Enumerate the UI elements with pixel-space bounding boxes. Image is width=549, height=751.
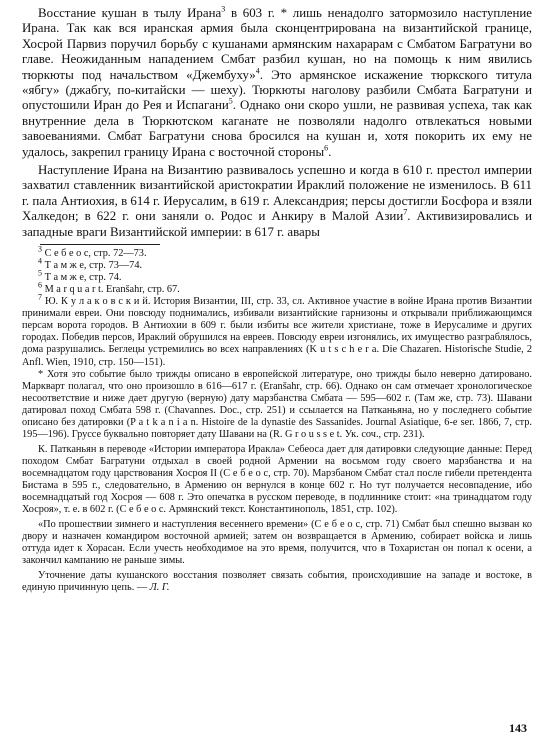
footnote-3: [22, 244, 532, 260]
footnote-marker: 3: [38, 244, 42, 254]
footnote-ref: 6: [324, 143, 329, 153]
text: стр. 70). Марзбаном Смбат стал после гибели претендента Бистама в 595 г., следовательно, в Армению он вернулся в конце 602 г. Но тут получается несовпадение, ибо восемнадцатый год Хосроя — 608 г. Это опечатка в русском переводе, в подлиннике стоит: «на тринадцатом году Хосроя», т. е. в 602 г. (: [22, 467, 532, 516]
footnote-4: [22, 256, 532, 272]
main-text: [22, 6, 532, 240]
text: стр. 73—74.: [86, 260, 143, 272]
footnote-patkanian: [22, 444, 532, 516]
text: Die Chazaren. Historische Studie, 2 Anfl. Wien, 1910, стр. 150—151).: [22, 344, 533, 368]
text: Уточнение даты кушанского восстания позволяет связать события, происходившие на западе и востоке, в единую причинную цепь. —: [22, 570, 532, 594]
signature: Л. Г.: [147, 582, 170, 594]
text: К. Патканьян в переводе «Истории императора Ираклa» Себеоса дает для датировки следующие данные: Перед походом Смбат Багратуни отдыхал в своей родной Армении на восьмом году своего марзбанства и на восемнадцатом году царствования Хосроя II (: [22, 443, 532, 479]
footnote-ref: 4: [255, 66, 260, 76]
author: С е б е о с,: [223, 467, 271, 479]
footnote-7: [22, 292, 533, 368]
author: P a t k a n i a n.: [130, 416, 199, 428]
text: История Византии, III, стр. 33, сл. Активное участие в войне Ирана против Византии принимали евреи. Они повсюду поднимались, избивали византийские гарнизоны и открывали приближающимся персам ворота городов. В Антиохии в 609 г. были избиты все жители христиане, тоже в Иерусалиме и других городах. Победив персов, Ираклий обрушился на евреев. Повсюду евреи изгонялись, их имущество разграблялось, дома разрушались. Беглецы устремились во всех направлениях (: [22, 296, 532, 356]
text: в 603 г. * лишь ненадолго затормозило наступление Ирана. Так как вся иранская армия была сконцентрирована на византийской границе, Хосрой Парвиз поручил борьбу с кушанами армянским нахарарам с Смбатом Багратуни во главе. Неожиданным нападением Смбат разбил кушан, но на помощь к ним явились тюркюты под начальством «Джембуху»: [22, 6, 532, 82]
author: С е б е о с,: [42, 248, 91, 260]
text: стр. 72—73.: [91, 248, 147, 260]
text: . Активизировались и западные враги Византийской империи: в 617 г. авары: [22, 209, 532, 239]
footnote-marker: 6: [38, 280, 42, 290]
text: Восстание кушан в тылу Ирана: [38, 6, 222, 20]
text: Eranšahr, стр. 67.: [103, 284, 180, 296]
text: стр. 74.: [86, 272, 122, 284]
footnote-marker: 5: [38, 268, 42, 278]
footnote-quote: [22, 519, 532, 567]
text: Армянский текст. Константинополь, 1851, стр. 102).: [166, 504, 398, 516]
author: K u t s c h e r a.: [309, 344, 380, 356]
paragraph-byzantium-offensive: [22, 163, 532, 240]
footnotes: [22, 244, 533, 594]
footnote-separator: [40, 244, 160, 245]
text: Histoire de la dynastie des Sassanides. Journal Asiatique, 6-e ser. 1866, 7, стр. 195—196). Груссе буквально повторяет дату Шавани: [22, 416, 532, 440]
footnote-clarification: [22, 570, 532, 594]
author: Т а м ж е,: [42, 272, 87, 284]
author: Ю. К у л а к о в с к и й.: [42, 296, 151, 308]
text: «По прошествии зимнего и наступления весеннего времени» (: [38, 519, 315, 531]
footnote-ref: 7: [403, 207, 408, 217]
text: * Хотя это событие было трижды описано в европейской литературе, оно трижды было неверно датировано. Маркварт полагал, что оно произошло в 616—617 г. (Eranšahr, стр. 66). Однако он сам отмечает хронологическое несоответствие и ниже дает другую (верную) дату марзбанства Смбата — 595—602 г. (Там же, стр. 73). Шавани датировал поход Смбата 598 г. (Chavannes. Doc., стр. 251) и ссылается на Патканьяна, но у последнего событие описано без датировки (: [22, 368, 532, 428]
author: M a r q u a r t.: [42, 284, 104, 296]
footnote-ref: 3: [221, 4, 226, 14]
author: С е б е о с,: [314, 519, 363, 531]
text: стр. 71) Смбат был спешно вызван ко двору и назначен командиром восточной армией; затем он возвращается в Армению, собирает войска и лишь оттуда идет к Хорасан. Если учесть необходимое на это время, получится, что в Тохаристан он попал к осени, а закончил кампанию не раньше зимы.: [22, 519, 532, 567]
paragraph-kushan-uprising: [22, 6, 532, 160]
page: [22, 6, 532, 594]
text: Наступление Ирана на Византию развивалось успешно и когда в 610 г. престол империи захватил ставленник византийской аристократии Ираклий положение не изменилось. В 611 г. пала Антиохия, в 614 г. Иерусалим, в 619 г. Александрия; персы достигли Босфора и взяли Халкедон; в 622 г. они заняли о. Родос и Анкиру в Малой Азии: [22, 163, 532, 224]
footnote-5: [22, 268, 532, 284]
author: Т а м ж е,: [42, 260, 87, 272]
author: С е б е о с.: [119, 504, 167, 516]
text: .: [328, 144, 332, 159]
footnote-marker: 4: [38, 256, 42, 266]
text: . Это армянское искажение тюркского титула «ябгу» (джабгу, по-китайски — шеху). Тюркюты наголову разбили Смбата Багратуни и опустошили Иран до Рея и Испагани: [22, 67, 532, 113]
text: на (: [256, 428, 273, 440]
text: Ук. соч., стр. 231).: [342, 428, 425, 440]
text: . Однако они скоро ушли, не развивая успеха, так как внутренние дела в Тюркютском каганате не позволяли надолго отвлекаться новыми завоеваниями. Смбат Багратуни снова бросился на кушан и, хотя покорить их ему не удалось, закрепил границу Ирана с восточной стороны: [22, 98, 533, 159]
footnote-star: [22, 369, 532, 441]
author: R. G r o u s s e t.: [272, 428, 343, 440]
footnote-marker: 7: [38, 292, 42, 302]
footnote-ref: 5: [228, 97, 233, 107]
page-number: 143: [509, 721, 527, 735]
footnote-6: [22, 280, 532, 296]
